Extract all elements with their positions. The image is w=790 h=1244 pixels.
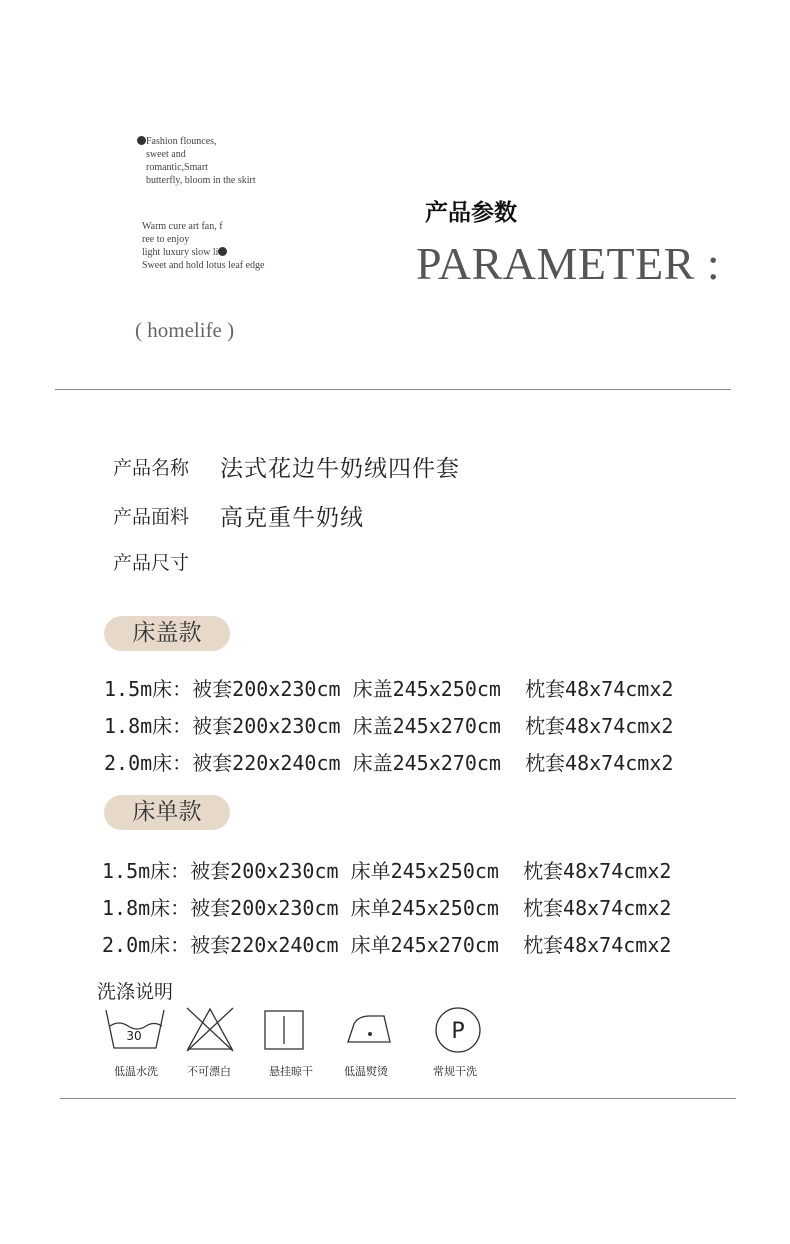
hang-dry-icon: [264, 1010, 306, 1052]
divider-top: [55, 389, 731, 390]
spec-fabric-label: 产品面料: [113, 506, 190, 528]
page-title-cn: 产品参数: [425, 200, 517, 226]
no-bleach-label: 不可漂白: [187, 1065, 231, 1078]
wash-temp-label: 30: [126, 1029, 142, 1043]
bullet-dot-icon: [218, 247, 227, 256]
bedspread-row-3: 2.0m床：被套220x240cm 床盖245x270cm 枕套48x74cmx2: [104, 751, 674, 775]
decorative-text-block-1: Fashion flounces, sweet and romantic,Smart butterfly, bloom in the skirt: [137, 135, 256, 187]
bedsheet-row-1: 1.5m床：被套200x230cm 床单245x250cm 枕套48x74cmx2: [102, 859, 672, 883]
hang-dry-label: 悬挂晾干: [269, 1065, 313, 1078]
bedspread-style-badge: 床盖款: [104, 616, 230, 651]
bedspread-row-2: 1.8m床：被套200x230cm 床盖245x270cm 枕套48x74cmx2: [104, 714, 674, 738]
low-iron-icon: [344, 1012, 394, 1046]
washing-instructions-title: 洗涤说明: [97, 981, 174, 1003]
dry-clean-letter: P: [451, 1019, 465, 1044]
spec-size-label: 产品尺寸: [113, 552, 190, 574]
bedsheet-row-2: 1.8m床：被套200x230cm 床单245x250cm 枕套48x74cmx2: [102, 896, 672, 920]
low-iron-label: 低温熨烫: [344, 1065, 388, 1078]
page-title-en: PARAMETER :: [416, 238, 721, 289]
dry-clean-p-icon: [434, 1006, 482, 1054]
spec-name-value: 法式花边牛奶绒四件套: [220, 456, 460, 482]
bedspread-row-1: 1.5m床：被套200x230cm 床盖245x250cm 枕套48x74cmx2: [104, 677, 674, 701]
wash-30-label: 低温水洗: [114, 1065, 158, 1078]
divider-bottom: [60, 1098, 736, 1099]
homelife-tag: ( homelife ): [135, 318, 235, 342]
spec-name-label: 产品名称: [113, 457, 190, 479]
spec-fabric-value: 高克重牛奶绒: [220, 505, 364, 531]
bedsheet-row-3: 2.0m床：被套220x240cm 床单245x270cm 枕套48x74cmx2: [102, 933, 672, 957]
bullet-dot-icon: [137, 136, 146, 145]
decorative-text-block-2: Warm cure art fan, f ree to enjoy light luxury slow li Sweet and hold lotus leaf edge: [142, 221, 265, 271]
bedsheet-style-badge: 床单款: [104, 795, 230, 830]
wash-30-icon: [104, 1008, 166, 1052]
dry-clean-label: 常规干洗: [433, 1065, 477, 1078]
no-bleach-icon: [185, 1006, 235, 1052]
